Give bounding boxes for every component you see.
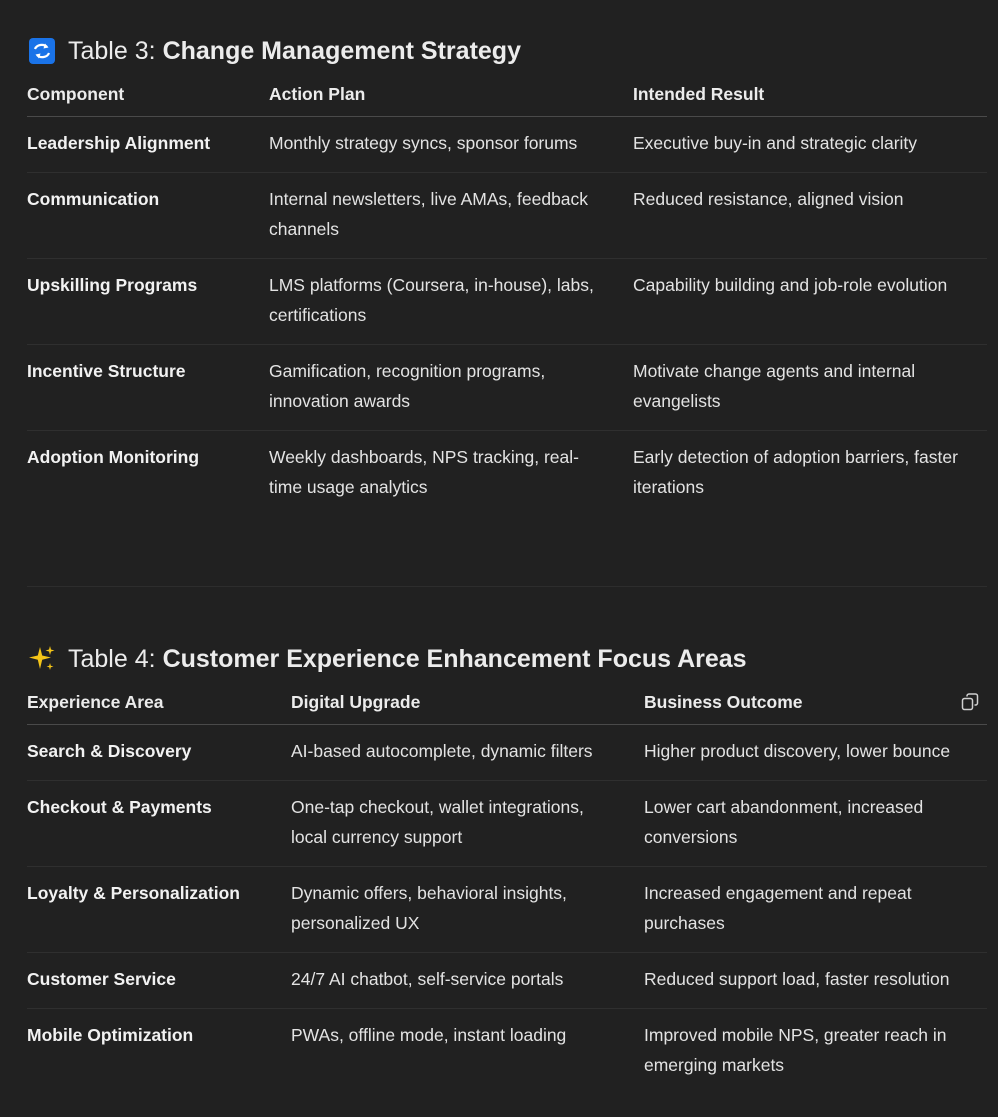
table-cell: Capability building and job-role evolution	[633, 259, 987, 345]
column-header: Component	[27, 72, 269, 117]
table4-section	[27, 638, 987, 1094]
table-cell: Reduced support load, faster resolution	[644, 953, 987, 1009]
table-cell: Internal newsletters, live AMAs, feedback channels	[269, 173, 633, 259]
table-cell: Improved mobile NPS, greater reach in emerging markets	[644, 1025, 947, 1075]
table4-prefix: Table 4:	[68, 644, 156, 673]
table-cell: Executive buy-in and strategic clarity	[633, 117, 987, 173]
table-cell: PWAs, offline mode, instant loading	[291, 1025, 567, 1045]
table-cell: Mobile Optimization	[27, 1025, 194, 1045]
copy-icon	[960, 692, 980, 712]
table-cell: Customer Service	[27, 953, 291, 1009]
column-header: Digital Upgrade	[291, 680, 644, 725]
table-row	[27, 173, 987, 259]
column-header: Experience Area	[27, 680, 291, 725]
table-header-row	[27, 680, 987, 725]
copy-table-button[interactable]	[959, 691, 981, 713]
table-cell: Checkout & Payments	[27, 781, 291, 867]
column-header: Action Plan	[269, 72, 633, 117]
table4	[27, 680, 987, 1094]
table3	[27, 72, 987, 516]
cycle-arrows-icon	[27, 36, 57, 66]
table-cell: Monthly strategy syncs, sponsor forums	[269, 117, 633, 173]
table3-prefix: Table 3:	[68, 36, 156, 65]
table-cell: LMS platforms (Coursera, in-house), labs, certifications	[269, 259, 633, 345]
section-divider	[27, 586, 987, 587]
table4-title: Customer Experience Enhancement Focus Areas	[162, 644, 747, 673]
table-cell: Motivate change agents and internal evangelists	[633, 345, 987, 431]
table-cell: Early detection of adoption barriers, faster iterations	[633, 447, 958, 497]
table-row	[27, 259, 987, 345]
table-row	[27, 345, 987, 431]
table-cell: One-tap checkout, wallet integrations, local currency support	[291, 781, 644, 867]
table-cell: Dynamic offers, behavioral insights, personalized UX	[291, 867, 644, 953]
table-row	[27, 781, 987, 867]
table-cell: Loyalty & Personalization	[27, 867, 291, 953]
table-cell: Lower cart abandonment, increased conversions	[644, 781, 987, 867]
table-row	[27, 725, 987, 781]
table-cell: AI-based autocomplete, dynamic filters	[291, 725, 644, 781]
table-cell: Weekly dashboards, NPS tracking, real-time usage analytics	[269, 447, 579, 497]
table-cell: Adoption Monitoring	[27, 447, 200, 467]
column-header-label: Business Outcome	[644, 691, 803, 712]
column-header: Intended Result	[633, 72, 987, 117]
table-row	[27, 867, 987, 953]
table-cell: Leadership Alignment	[27, 117, 269, 173]
table-cell: Higher product discovery, lower bounce	[644, 725, 987, 781]
table3-title: Change Management Strategy	[162, 36, 521, 65]
table-cell: Search & Discovery	[27, 725, 291, 781]
table-header-row	[27, 72, 987, 117]
table4-heading	[27, 638, 987, 680]
table-cell: Increased engagement and repeat purchases	[644, 867, 987, 953]
column-header	[644, 680, 987, 725]
table-row	[27, 953, 987, 1009]
table-cell: Incentive Structure	[27, 345, 269, 431]
table-cell: Upskilling Programs	[27, 259, 269, 345]
table-row	[27, 117, 987, 173]
table3-heading	[27, 30, 987, 72]
table-row	[27, 1009, 987, 1095]
table-row	[27, 431, 987, 517]
table-cell: Reduced resistance, aligned vision	[633, 173, 987, 259]
table-cell: Communication	[27, 173, 269, 259]
table3-section	[27, 30, 987, 516]
table-cell: Gamification, recognition programs, innovation awards	[269, 345, 633, 431]
table-cell: 24/7 AI chatbot, self-service portals	[291, 953, 644, 1009]
sparkles-icon	[27, 644, 57, 674]
